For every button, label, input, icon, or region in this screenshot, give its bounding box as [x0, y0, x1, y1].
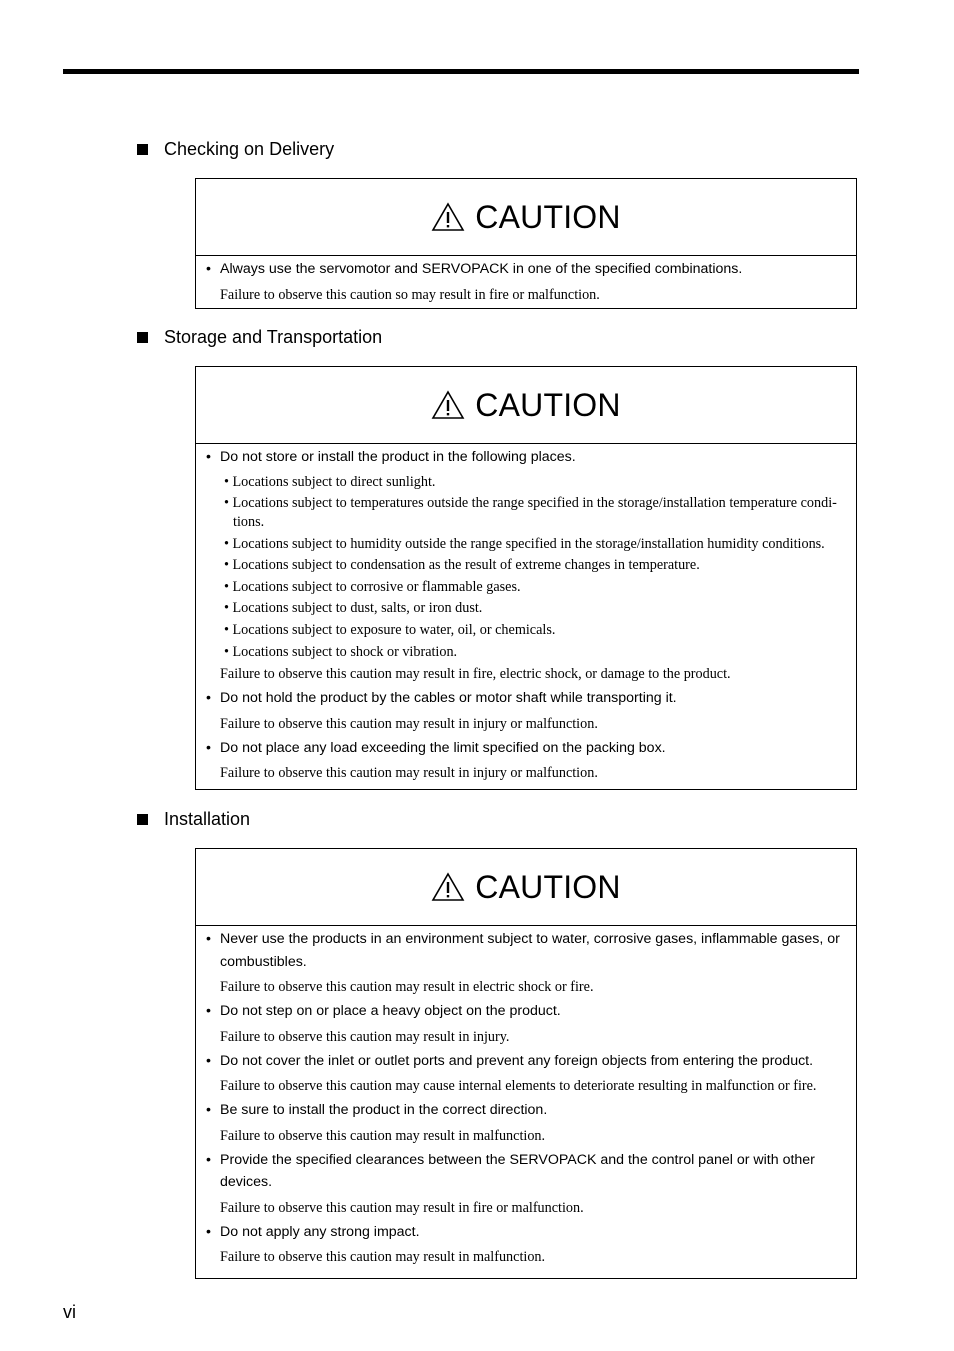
caution-item — [206, 258, 846, 306]
bullet-icon: • — [206, 931, 211, 947]
list-item: • Locations subject to shock or vibration. — [224, 643, 458, 660]
list-item: • Locations subject to temperatures outside the range specified in the storage/installation temperature condi-tions. — [224, 495, 837, 531]
caution-title: CAUTION — [475, 386, 621, 423]
caution-box-installation — [195, 848, 857, 1279]
warning-triangle-icon — [431, 390, 465, 420]
bullet-icon: • — [206, 690, 211, 707]
caution-consequence: Failure to observe this caution may result in malfunction. — [220, 1127, 546, 1144]
caution-body — [196, 256, 856, 312]
bullet-icon: • — [206, 1052, 211, 1069]
caution-consequence: Failure to observe this caution may result in electric shock or fire. — [220, 979, 594, 995]
caution-consequence: Failure to observe this caution may result in fire, electric shock, or damage to the product. — [220, 666, 731, 683]
caution-item — [206, 446, 846, 685]
caution-item-text: Do not apply any strong impact. — [220, 1223, 420, 1240]
caution-body — [196, 444, 856, 790]
caution-body — [196, 926, 856, 1274]
caution-item — [206, 687, 846, 735]
section-heading-installation — [137, 807, 250, 831]
bullet-icon: • — [206, 739, 211, 756]
caution-header — [196, 179, 856, 256]
bullet-icon: • — [206, 449, 211, 465]
caution-consequence: Failure to observe this caution may result in injury. — [220, 1028, 510, 1045]
caution-item-text: Do not hold the product by the cables or motor shaft while transporting it. — [220, 690, 677, 707]
caution-box-checking-on-delivery — [195, 178, 857, 309]
list-item: • Locations subject to corrosive or flammable gases. — [224, 578, 521, 595]
caution-item-text: Provide the specified clearances between the SERVOPACK and the control panel or with other devices. — [220, 1151, 815, 1190]
bullet-icon: • — [206, 1151, 211, 1168]
caution-consequence: Failure to observe this caution may result in fire or malfunction. — [220, 1199, 584, 1216]
caution-item — [206, 928, 846, 998]
bullet-icon: • — [206, 1003, 211, 1019]
location-list — [206, 473, 846, 662]
caution-consequence: Failure to observe this caution so may result in fire or malfunction. — [220, 286, 600, 303]
caution-item-text: Do not store or install the product in the following places. — [220, 449, 576, 465]
caution-item — [206, 1099, 846, 1147]
caution-item-text: Be sure to install the product in the correct direction. — [220, 1102, 548, 1118]
caution-item — [206, 1000, 846, 1048]
list-item: • Locations subject to condensation as the result of extreme changes in temperature. — [224, 557, 700, 574]
caution-item-text: Never use the products in an environment subject to water, corrosive gases, inflammable gases, or combustibles. — [220, 931, 840, 970]
list-item: • Locations subject to humidity outside the range specified in the storage/installation humidity conditions. — [224, 535, 825, 552]
square-bullet-icon — [137, 332, 148, 343]
section-heading-storage-and-transportation — [137, 325, 382, 349]
caution-consequence: Failure to observe this caution may result in injury or malfunction. — [220, 715, 598, 732]
caution-item-text: Always use the servomotor and SERVOPACK in one of the specified combinations. — [220, 261, 743, 277]
section-heading-checking-on-delivery — [137, 137, 334, 161]
warning-triangle-icon — [431, 872, 465, 902]
header-rule — [63, 69, 859, 74]
section-heading-label: Installation — [164, 808, 251, 829]
bullet-icon: • — [206, 1102, 211, 1118]
section-heading-label: Storage and Transportation — [164, 326, 383, 347]
bullet-icon: • — [206, 1223, 211, 1240]
list-item: • Locations subject to direct sunlight. — [224, 473, 436, 490]
caution-title: CAUTION — [475, 198, 621, 235]
caution-consequence: Failure to observe this caution may result in injury or malfunction. — [220, 765, 598, 782]
caution-item-text: Do not cover the inlet or outlet ports and prevent any foreign objects from entering the product. — [220, 1052, 814, 1069]
caution-item-text: Do not place any load exceeding the limit specified on the packing box. — [220, 739, 666, 756]
bullet-icon: • — [206, 261, 211, 277]
caution-box-storage-and-transportation — [195, 366, 857, 790]
page-number: vi — [63, 1302, 76, 1322]
square-bullet-icon — [137, 814, 148, 825]
section-heading-label: Checking on Delivery — [164, 138, 335, 159]
caution-header — [196, 849, 856, 926]
caution-item — [206, 737, 846, 785]
caution-header — [196, 367, 856, 444]
caution-item — [206, 1221, 846, 1269]
warning-triangle-icon — [431, 202, 465, 232]
caution-item — [206, 1050, 846, 1098]
list-item: • Locations subject to exposure to water, oil, or chemicals. — [224, 622, 556, 639]
caution-title: CAUTION — [475, 868, 621, 905]
square-bullet-icon — [137, 144, 148, 155]
caution-item-text: Do not step on or place a heavy object on the product. — [220, 1003, 561, 1019]
caution-consequence: Failure to observe this caution may result in malfunction. — [220, 1249, 546, 1265]
list-item: • Locations subject to dust, salts, or iron dust. — [224, 600, 483, 617]
caution-item — [206, 1149, 846, 1219]
caution-consequence: Failure to observe this caution may cause internal elements to deteriorate resulting in malfunction or fire. — [220, 1078, 817, 1094]
